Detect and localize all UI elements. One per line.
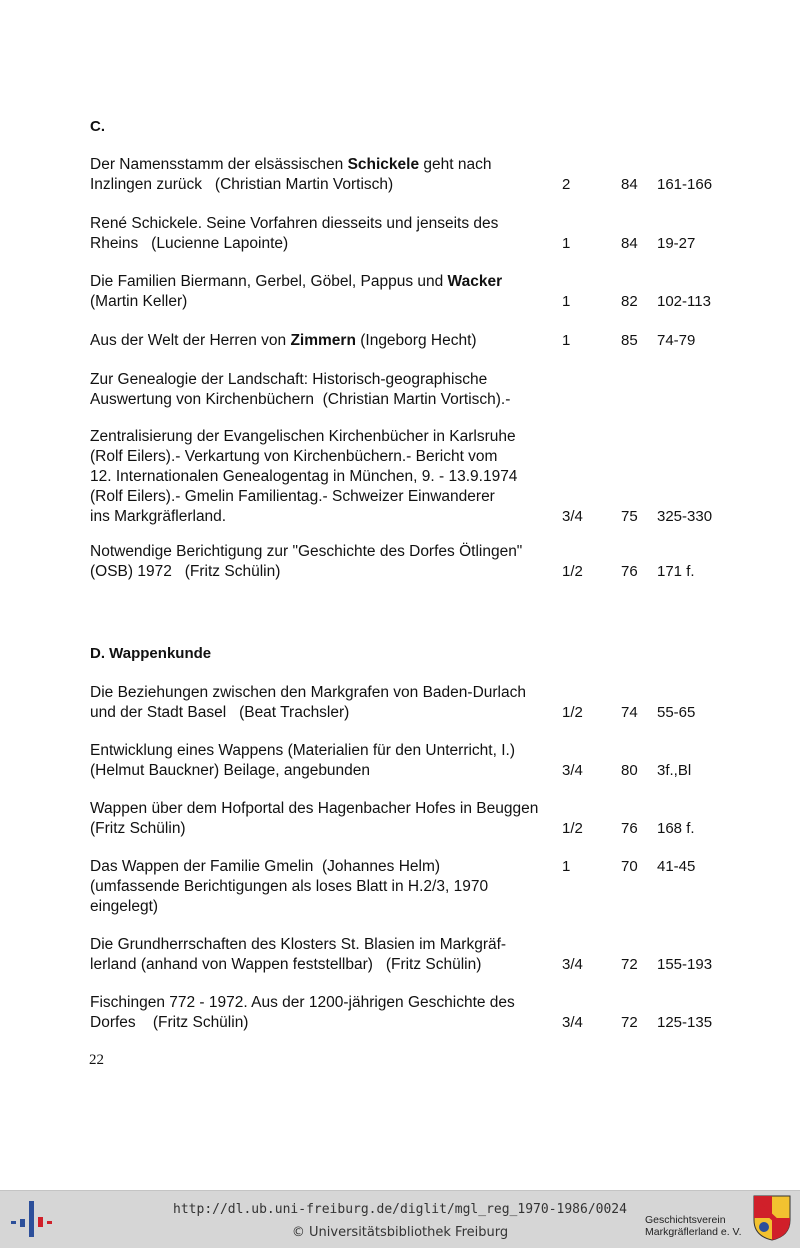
entry-text: Die Grundherrschaften des Klosters St. Blasien im Markgräf-: [90, 936, 507, 953]
page-range: 102-113: [657, 293, 711, 310]
entry-title: [90, 683, 560, 723]
section-heading-wappenkunde: D. Wappenkunde: [90, 645, 212, 662]
entry-title: [90, 993, 560, 1033]
page-range: 55-65: [657, 704, 696, 721]
entry-text: eingelegt): [90, 898, 159, 915]
entry-text: Aus der Welt der Herren von: [90, 332, 291, 349]
entry-line: [90, 761, 560, 781]
entry-title: [90, 155, 560, 195]
entry-text: René Schickele. Seine Vorfahren diesseits und jenseits des: [90, 215, 499, 232]
issue-number: 1: [562, 858, 571, 875]
entry-text: Fischingen 772 - 1972. Aus der 1200-jährigen Geschichte des: [90, 994, 515, 1011]
entry-line: [90, 819, 560, 839]
page-range: 171 f.: [657, 563, 695, 580]
coat-of-arms-icon: [752, 1194, 792, 1242]
page-number: 22: [89, 1052, 104, 1068]
entry-text: geht nach: [419, 156, 492, 173]
entry: [90, 993, 730, 1033]
entry-text: Die Familien Biermann, Gerbel, Göbel, Pappus und: [90, 273, 448, 290]
entry-line: [90, 331, 560, 351]
entry-text: (Martin Keller): [90, 293, 188, 310]
year-number: 82: [621, 293, 638, 310]
society-name-line1: Geschichtsverein: [645, 1214, 726, 1226]
entry: [90, 935, 730, 975]
entry-line: [90, 214, 560, 234]
page-range: 74-79: [657, 332, 696, 349]
entry-title: [90, 741, 560, 781]
entry-text: Notwendige Berichtigung zur "Geschichte des Dorfes Ötlingen": [90, 543, 523, 560]
entry-line: [90, 877, 560, 897]
issue-number: 1/2: [562, 820, 583, 837]
entry-line: [90, 897, 560, 917]
entry-keyword: Wacker: [447, 273, 503, 290]
page-range: 161-166: [657, 176, 713, 193]
entry-text: (Rolf Eilers).- Gmelin Familientag.- Schweizer Einwanderer: [90, 488, 495, 505]
entry-line: [90, 487, 560, 507]
entry-line: [90, 292, 560, 312]
issue-number: 1/2: [562, 563, 583, 580]
entry: [90, 214, 730, 254]
society-name-line2: Markgräflerland e. V.: [645, 1226, 742, 1238]
page-range: 325-330: [657, 508, 713, 525]
entry-line: [90, 390, 560, 410]
entry-text: (umfassende Berichtigungen als loses Blatt in H.2/3, 1970: [90, 878, 489, 895]
entry-line: [90, 234, 560, 254]
section-heading-c: C.: [90, 118, 105, 135]
page-range: 3f.,Bl: [657, 762, 692, 779]
entry: [90, 272, 730, 312]
entry-line: [90, 993, 560, 1013]
entry: [90, 427, 730, 527]
entry-text: (Ingeborg Hecht): [355, 332, 477, 349]
year-number: 72: [621, 956, 638, 973]
society-name: [645, 1214, 742, 1238]
issue-number: 1: [562, 235, 571, 252]
year-number: 80: [621, 762, 638, 779]
entry-text: Der Namensstamm der elsässischen: [90, 156, 348, 173]
entry-line: [90, 683, 560, 703]
entry-line: [90, 175, 560, 195]
entry-line: [90, 857, 560, 877]
document-url-link[interactable]: http://dl.ub.uni-freiburg.de/diglit/mgl_reg_1970-1986/0024: [173, 1202, 627, 1217]
entry-line: [90, 447, 560, 467]
year-number: 75: [621, 508, 638, 525]
entry-text: Zur Genealogie der Landschaft: Historisch-geographische: [90, 371, 488, 388]
year-number: 76: [621, 820, 638, 837]
entry-text: (OSB) 1972 (Fritz Schülin): [90, 563, 281, 580]
issue-number: 1: [562, 293, 571, 310]
entry-line: [90, 955, 560, 975]
entry: [90, 683, 730, 723]
year-number: 84: [621, 235, 638, 252]
issue-number: 2: [562, 176, 571, 193]
entry-title: [90, 370, 560, 410]
entry: [90, 741, 730, 781]
entry-title: [90, 214, 560, 254]
issue-number: 3/4: [562, 762, 583, 779]
year-number: 70: [621, 858, 638, 875]
entry-text: Zentralisierung der Evangelischen Kirchenbücher in Karlsruhe: [90, 428, 516, 445]
entry-line: [90, 542, 560, 562]
entry: [90, 370, 730, 410]
entry: [90, 542, 730, 582]
page-range: 125-135: [657, 1014, 713, 1031]
page-range: 41-45: [657, 858, 696, 875]
page-range: 19-27: [657, 235, 696, 252]
entry-title: [90, 857, 560, 917]
year-number: 76: [621, 563, 638, 580]
entry-title: [90, 272, 560, 312]
issue-number: 1/2: [562, 704, 583, 721]
entry-line: [90, 467, 560, 487]
entry-text: lerland (anhand von Wappen feststellbar) (Fritz Schülin): [90, 956, 482, 973]
entry-line: [90, 1013, 560, 1033]
entry: [90, 331, 730, 351]
entry: [90, 857, 730, 917]
issue-number: 3/4: [562, 956, 583, 973]
entry-keyword: Schickele: [347, 156, 420, 173]
entry-line: [90, 370, 560, 390]
issue-number: 3/4: [562, 1014, 583, 1031]
entry-text: Das Wappen der Familie Gmelin (Johannes Helm): [90, 858, 441, 875]
year-number: 72: [621, 1014, 638, 1031]
entry-line: [90, 741, 560, 761]
entry-text: (Fritz Schülin): [90, 820, 186, 837]
entry-title: [90, 799, 560, 839]
entry-text: Auswertung von Kirchenbüchern (Christian Martin Vortisch).-: [90, 391, 511, 408]
entry-text: Inzlingen zurück (Christian Martin Vortisch): [90, 176, 394, 193]
entry-text: (Helmut Bauckner) Beilage, angebunden: [90, 762, 371, 779]
page-range: 168 f.: [657, 820, 695, 837]
entry-text: und der Stadt Basel (Beat Trachsler): [90, 704, 350, 721]
entry: [90, 799, 730, 839]
year-number: 85: [621, 332, 638, 349]
year-number: 74: [621, 704, 638, 721]
entry-title: [90, 935, 560, 975]
entry-title: [90, 331, 560, 351]
entry-text: 12. Internationalen Genealogentag in München, 9. - 13.9.1974: [90, 468, 518, 485]
entry-text: (Rolf Eilers).- Verkartung von Kirchenbüchern.- Bericht vom: [90, 448, 498, 465]
page-range: 155-193: [657, 956, 713, 973]
entry-line: [90, 272, 560, 292]
entry-line: [90, 562, 560, 582]
entry-text: Dorfes (Fritz Schülin): [90, 1014, 249, 1031]
entry: [90, 155, 730, 195]
copyright-text: © Universitätsbibliothek Freiburg: [291, 1225, 509, 1240]
entry-text: Rheins (Lucienne Lapointe): [90, 235, 289, 252]
entry-line: [90, 935, 560, 955]
entry-keyword: Zimmern: [290, 332, 356, 349]
entry-title: [90, 542, 560, 582]
issue-number: 3/4: [562, 508, 583, 525]
entry-line: [90, 507, 560, 527]
entry-text: Wappen über dem Hofportal des Hagenbacher Hofes in Beuggen: [90, 800, 539, 817]
entry-line: [90, 155, 560, 175]
entry-text: ins Markgräflerland.: [90, 508, 227, 525]
issue-number: 1: [562, 332, 571, 349]
entry-line: [90, 799, 560, 819]
entry-line: [90, 703, 560, 723]
entry-text: Die Beziehungen zwischen den Markgrafen von Baden-Durlach: [90, 684, 526, 701]
year-number: 84: [621, 176, 638, 193]
entry-text: Entwicklung eines Wappens (Materialien für den Unterricht, I.): [90, 742, 516, 759]
entry-title: [90, 427, 560, 527]
entry-line: [90, 427, 560, 447]
